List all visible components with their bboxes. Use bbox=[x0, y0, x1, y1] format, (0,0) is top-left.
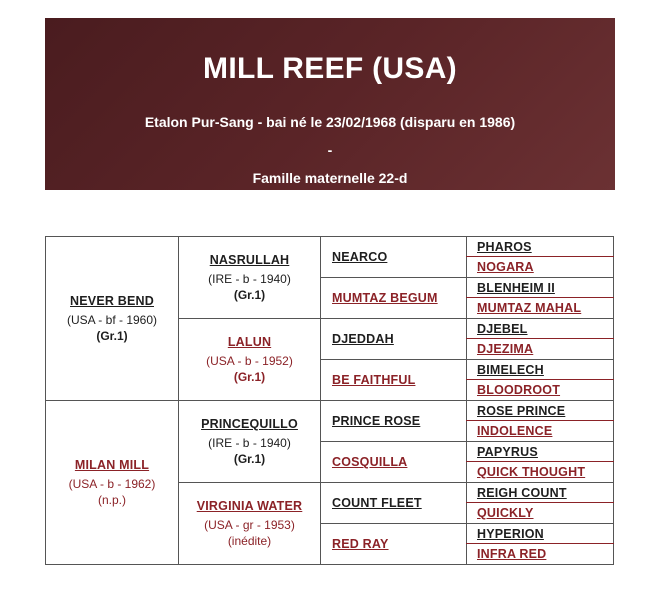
gen3-name[interactable]: PRINCE ROSE bbox=[332, 414, 421, 428]
maternal-family: Famille maternelle 22-d bbox=[252, 170, 408, 186]
gen4-cell bbox=[467, 503, 613, 523]
gen4-name[interactable]: MUMTAZ MAHAL bbox=[477, 301, 582, 315]
gen3-name[interactable]: BE FAITHFUL bbox=[332, 373, 416, 387]
gen3-cell bbox=[321, 442, 466, 482]
gen4-name[interactable]: PAPYRUS bbox=[477, 444, 538, 459]
sire-grade: (Gr.1) bbox=[96, 328, 128, 343]
gen4-name[interactable]: INFRA RED bbox=[477, 547, 547, 561]
gen2-name[interactable]: PRINCEQUILLO bbox=[201, 416, 298, 431]
gen3-name[interactable]: NEARCO bbox=[332, 250, 388, 264]
gen2-grade: (Gr.1) bbox=[233, 369, 266, 384]
pedigree-table bbox=[45, 236, 614, 565]
gen4-cell bbox=[467, 278, 613, 297]
gen3-cell bbox=[321, 278, 466, 318]
gen4-cell bbox=[467, 319, 613, 338]
gen4-name[interactable]: DJEBEL bbox=[477, 321, 528, 336]
gen4-cell bbox=[467, 339, 613, 359]
gen2-info: (USA - gr - 1953) bbox=[204, 517, 295, 532]
gen4-name[interactable]: ROSE PRINCE bbox=[477, 403, 566, 418]
gen2-name[interactable]: VIRGINIA WATER bbox=[196, 498, 303, 513]
gen3-name[interactable]: COUNT FLEET bbox=[332, 496, 422, 510]
gen4-cell bbox=[467, 462, 613, 482]
gen4-name[interactable]: NOGARA bbox=[477, 260, 534, 274]
dam-name[interactable]: MILAN MILL bbox=[74, 457, 150, 472]
gen4-name[interactable]: PHAROS bbox=[477, 239, 532, 254]
gen2-grade: (inédite) bbox=[227, 533, 272, 548]
gen2-cell bbox=[179, 483, 320, 564]
sire-cell bbox=[46, 237, 178, 400]
gen3-name[interactable]: MUMTAZ BEGUM bbox=[332, 291, 438, 305]
horse-description: Etalon Pur-Sang - bai né le 23/02/1968 (disparu en 1986) bbox=[144, 114, 516, 130]
gen4-cell bbox=[467, 237, 613, 256]
gen4-name[interactable]: REIGH COUNT bbox=[477, 485, 567, 500]
gen3-cell bbox=[321, 360, 466, 400]
gen4-name[interactable]: QUICK THOUGHT bbox=[477, 465, 586, 479]
gen3-cell bbox=[321, 401, 466, 441]
gen4-cell bbox=[467, 298, 613, 318]
dam-info: (USA - b - 1962) bbox=[68, 476, 156, 491]
gen3-cell bbox=[321, 483, 466, 523]
gen2-cell bbox=[179, 237, 320, 318]
gen4-cell bbox=[467, 544, 613, 564]
gen2-name[interactable]: NASRULLAH bbox=[209, 252, 290, 267]
gen3-name[interactable]: DJEDDAH bbox=[332, 332, 394, 346]
gen3-cell bbox=[321, 319, 466, 359]
gen3-cell bbox=[321, 237, 466, 277]
gen4-cell bbox=[467, 380, 613, 400]
gen4-cell bbox=[467, 360, 613, 379]
gen4-cell bbox=[467, 257, 613, 277]
gen2-name[interactable]: LALUN bbox=[227, 334, 272, 349]
gen4-name[interactable]: DJEZIMA bbox=[477, 342, 534, 356]
gen4-name[interactable]: INDOLENCE bbox=[477, 424, 553, 438]
gen3-cell bbox=[321, 524, 466, 564]
gen3-name[interactable]: COSQUILLA bbox=[332, 455, 408, 469]
title-banner bbox=[45, 18, 615, 190]
table-border-bottom bbox=[45, 564, 614, 565]
sire-info: (USA - bf - 1960) bbox=[66, 312, 158, 327]
gen4-name[interactable]: QUICKLY bbox=[477, 506, 534, 520]
gen4-name[interactable]: BIMELECH bbox=[477, 362, 544, 377]
gen4-cell bbox=[467, 483, 613, 502]
sire-name[interactable]: NEVER BEND bbox=[70, 293, 154, 308]
gen4-name[interactable]: BLENHEIM II bbox=[477, 280, 555, 295]
gen2-grade: (Gr.1) bbox=[233, 451, 266, 466]
gen4-name[interactable]: BLOODROOT bbox=[477, 383, 561, 397]
dam-cell bbox=[46, 401, 178, 564]
gen2-cell bbox=[179, 319, 320, 400]
gen4-cell bbox=[467, 442, 613, 461]
horse-title: MILL REEF (USA) bbox=[203, 52, 457, 85]
gen2-cell bbox=[179, 401, 320, 482]
gen2-info: (IRE - b - 1940) bbox=[208, 435, 291, 450]
gen3-name[interactable]: RED RAY bbox=[332, 537, 389, 551]
gen4-cell bbox=[467, 421, 613, 441]
gen4-cell bbox=[467, 401, 613, 420]
gen2-info: (IRE - b - 1940) bbox=[208, 271, 291, 286]
gen4-name[interactable]: HYPERION bbox=[477, 526, 544, 541]
gen2-info: (USA - b - 1952) bbox=[206, 353, 293, 368]
gen2-grade: (Gr.1) bbox=[233, 287, 266, 302]
gen4-cell bbox=[467, 524, 613, 543]
dam-grade: (n.p.) bbox=[97, 492, 126, 507]
separator-dash: - bbox=[327, 142, 333, 158]
